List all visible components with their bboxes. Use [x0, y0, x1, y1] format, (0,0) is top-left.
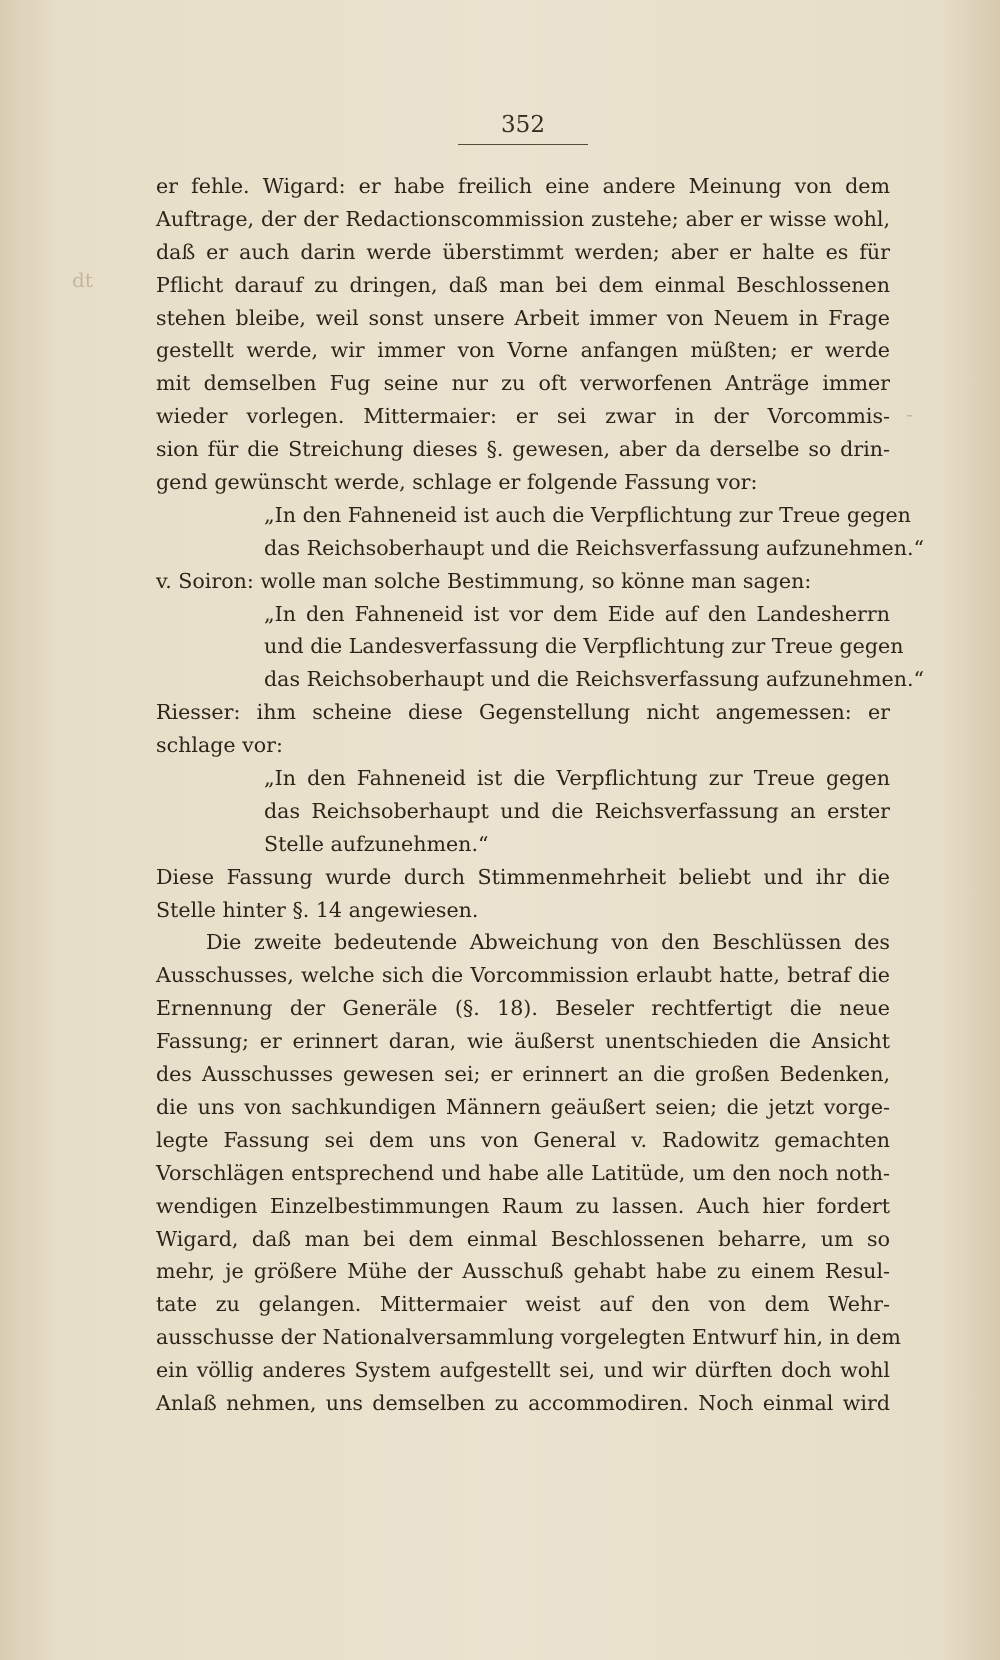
- text-line: schlage vor:: [156, 733, 283, 758]
- page-number: 352: [501, 112, 545, 138]
- text-line: Vorschlägen entsprechend und habe alle Latitüde, um den noch noth-: [156, 1160, 890, 1185]
- quote-line: „In den Fahneneid ist auch die Verpflichtung zur Treue gegen: [264, 502, 911, 527]
- margin-mark-left: dt: [72, 268, 93, 292]
- quote-line: das Reichsoberhaupt und die Reichsverfassung aufzunehmen.“: [264, 667, 925, 692]
- text-line: Die zweite bedeutende Abweichung von den Beschlüssen des: [206, 930, 890, 955]
- text-line: sion für die Streichung dieses §. gewesen, aber da derselbe so drin-: [156, 437, 890, 462]
- text-line: mehr, je größere Mühe der Ausschuß gehabt habe zu einem Resul-: [156, 1259, 890, 1284]
- text-line: daß er auch darin werde überstimmt werden; aber er halte es für: [156, 239, 890, 264]
- quote-line: das Reichsoberhaupt und die Reichsverfassung aufzunehmen.“: [264, 535, 925, 560]
- quote-line: „In den Fahneneid ist vor dem Eide auf den Landesherrn: [264, 601, 890, 626]
- quote-line: Stelle aufzunehmen.“: [264, 831, 489, 856]
- text-line: Ernennung der Generäle (§. 18). Beseler rechtfertigt die neue: [156, 996, 890, 1021]
- text-line: tate zu gelangen. Mittermaier weist auf den von dem Wehr-: [156, 1292, 890, 1317]
- text-line: Wigard, daß man bei dem einmal Beschlossenen beharre, um so: [156, 1226, 890, 1251]
- text-line: gend gewünscht werde, schlage er folgende Fassung vor:: [156, 470, 758, 495]
- text-line: Anlaß nehmen, uns demselben zu accommodiren. Noch einmal wird: [156, 1390, 890, 1415]
- text-line: Diese Fassung wurde durch Stimmenmehrheit beliebt und ihr die: [156, 864, 890, 889]
- text-line: v. Soiron: wolle man solche Bestimmung, so könne man sagen:: [156, 568, 812, 593]
- text-line: er fehle. Wigard: er habe freilich eine andere Meinung von dem: [156, 174, 890, 198]
- text-line: Riesser: ihm scheine diese Gegenstellung nicht angemessen: er: [156, 700, 890, 725]
- body-text: [156, 170, 925, 1420]
- header-rule: [458, 144, 588, 145]
- text-line: gestellt werde, wir immer von Vorne anfangen müßten; er werde: [156, 338, 890, 363]
- text-line: mit demselben Fug seine nur zu oft verworfenen Anträge immer: [156, 371, 890, 396]
- text-line: legte Fassung sei dem uns von General v. Radowitz gemachten: [156, 1127, 890, 1152]
- text-line: die uns von sachkundigen Männern geäußert seien; die jetzt vorge-: [156, 1094, 890, 1119]
- text-line: Fassung; er erinnert daran, wie äußerst unentschieden die Ansicht: [156, 1029, 890, 1054]
- quote-line: „In den Fahneneid ist die Verpflichtung zur Treue gegen: [264, 766, 890, 791]
- text-line: des Ausschusses gewesen sei; er erinnert an die großen Bedenken,: [156, 1062, 890, 1087]
- text-line: Auftrage, der der Redactionscommission zustehe; aber er wisse wohl,: [156, 206, 890, 231]
- text-line: stehen bleibe, weil sonst unsere Arbeit immer von Neuem in Frage: [156, 305, 890, 330]
- text-line: ein völlig anderes System aufgestellt sei, und wir dürften doch wohl: [156, 1358, 890, 1383]
- text-line: ausschusse der Nationalversammlung vorgelegten Entwurf hin, in dem: [156, 1325, 901, 1350]
- quote-line: und die Landesverfassung die Verpflichtung zur Treue gegen: [264, 634, 904, 659]
- margin-mark-right: -: [906, 402, 913, 426]
- text-line: wieder vorlegen. Mittermaier: er sei zwar in der Vorcommis-: [156, 404, 890, 429]
- quote-line: das Reichsoberhaupt und die Reichsverfassung an erster: [264, 798, 890, 823]
- text-line: Stelle hinter §. 14 angewiesen.: [156, 897, 479, 922]
- text-line: Pflicht darauf zu dringen, daß man bei dem einmal Beschlossenen: [156, 272, 890, 297]
- text-line: Ausschusses, welche sich die Vorcommission erlaubt hatte, betraf die: [156, 963, 890, 988]
- text-line: wendigen Einzelbestimmungen Raum zu lassen. Auch hier fordert: [156, 1193, 890, 1218]
